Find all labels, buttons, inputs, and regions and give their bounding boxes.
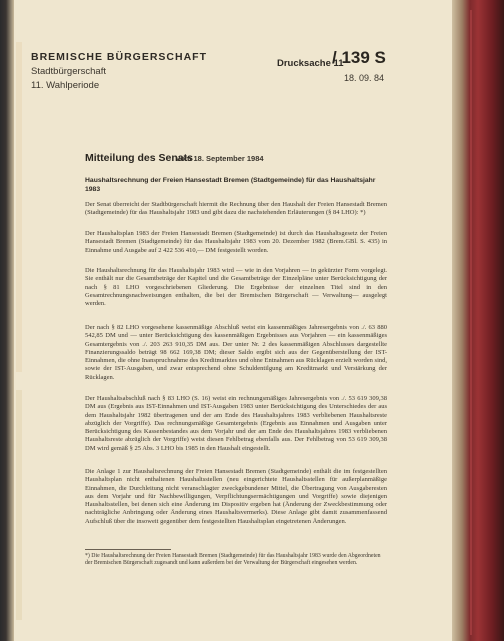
document-date: 18. 09. 84: [344, 73, 385, 83]
notice-title: Mitteilung des Senats: [85, 152, 193, 164]
paragraph: Der Senat überreicht der Stadtbürgerschaft hiermit die Rechnung über den Haushalt der Freien Hansestadt Bremen (Stadtgemeinde) für das Haushaltsjahr 1983 und gibt dazu die nachstehenden Erläuterungen (§ 84 LHO): *): [85, 201, 387, 217]
legislative-period: 11. Wahlperiode: [31, 80, 100, 91]
book-binding: [452, 0, 504, 641]
chamber-name: Stadtbürgerschaft: [31, 66, 106, 77]
document-heading: Haushaltsrechnung der Freien Hansestadt Bremen (Stadtgemeinde) für das Haushaltsjahr 1983: [85, 177, 376, 194]
notice-date: vom 18. September 1984: [176, 154, 264, 163]
footnote: *) Die Haushaltsrechnung der Freien Hansestadt Bremen (Stadtgemeinde) für das Haushaltsjahr 1983 wurde den Abgeordneten der Bremischen Bürgerschaft zugesandt und kann außerdem bei der Verwaltung der Bürgerschaft eingesehen werden.: [85, 553, 381, 567]
drucksache-label: Drucksache 11: [277, 58, 344, 69]
margin-tape-lower: [16, 390, 22, 620]
footnote-divider: [85, 549, 171, 550]
paragraph: Der Haushaltsplan 1983 der Freien Hansestadt Bremen (Stadtgemeinde) ist durch das Haushaltsgesetz der Freien Hansestadt Bremen (Stadtgemeinde) für das Haushaltsjahr 1983 vom 20. Dezember 1982 (Brem.GBl. S. 435) in Einnahme und Ausgabe auf 2 422 536 410,— DM festgestellt worden.: [85, 230, 387, 254]
organization-name: BREMISCHE BÜRGERSCHAFT: [31, 51, 208, 63]
paragraph: Die Haushaltsrechnung für das Haushaltsjahr 1983 wird — wie in den Vorjahren — in gekürzter Form vorgelegt. Sie enthält nur die Gesamtbeträge der Kapitel und die Gesamtbeträge der Einzelpläne unter Berücksichtigung der nach § 81 LHO vorgeschriebenen Gliederung. Die Ergebnisse der einzelnen Titel sind in den Gesamtrechnungsnachweisungen enthalten, die bei der Bremischen Bürgerschaft — Verwaltung— ausgelegt werden.: [85, 267, 387, 308]
binding-edge-line: [470, 10, 472, 635]
drucksache-number: / 139 S: [332, 48, 386, 67]
margin-tape: [16, 42, 22, 372]
document-page: [14, 0, 452, 641]
paragraph: Der nach § 82 LHO vorgesehene kassenmäßige Abschluß weist ein kassenmäßiges Jahresergebnis von ./. 63 880 542,85 DM und — unter Berücksichtigung des kassenmäßigen Ergebnisses aus Vorjahren — ein kassenmäßiges Gesamtergebnis von ./. 203 263 910,35 DM aus. Der unter Nr. 2 des kassenmäßigen Abschlusses dargestellte Finanzierungssaldo beträgt 98 662 169,38 DM; dieser Saldo ergibt sich aus der Gegenüberstellung der IST-Einnahmen, die ohne Inanspruchnahme des Kreditmarktes und ohne Entnahmen aus Rücklagen erzielt worden sind, sowie der IST-Ausgaben, und zwar entsprechend ohne Schuldentilgung am Kreditmarkt und Verstärkung der Rücklagen.: [85, 324, 387, 381]
paragraph: Die Anlage 1 zur Haushaltsrechnung der Freien Hansestadt Bremen (Stadtgemeinde) enthält die im festgestellten Haushaltsplan nicht enthaltenen Haushaltsstellen (neu eingerichtete Haushaltsstellen für außerplanmäßige Einnahmen, die Durchleitung nicht veranschlagter zweckgebundener Mittel, die Übertragung von Ausgaberesten aus dem Vorjahr und für Nachbewilligungen, Verpflichtungsermächtigungen und Vorgriffe) sowie diejenigen Haushaltsstellen, bei denen sich eine Änderung im Dispositiv ergeben hat (Änderung der Zweckbestimmung oder nachträgliche Anbringung oder Änderung eines Haushaltsvermerks). Diese Anlage gibt damit zusammenfassend Aufschluß über die insoweit gegenüber dem festgestellten Haushaltsplan eingetretenen Änderungen.: [85, 468, 387, 525]
paragraph: Der Haushaltsabschluß nach § 83 LHO (S. 16) weist ein rechnungsmäßiges Jahresergebnis von ./. 53 619 309,38 DM aus (Ergebnis aus IST-Einnahmen und IST-Ausgaben 1983 unter Berücksichtigung des Unterschiedes der aus dem Haushaltsjahr 1982 übertragenen und der am Ende des Haushaltsjahres 1983 verbliebenen Haushaltsreste abzüglich der Vorgriffe). Das rechnungsmäßige Gesamtergebnis (Ergebnis aus Einnahmen und Ausgaben unter Berücksichtigung des Kassenbestandes aus dem Vorjahr und der am Ende des Haushaltsjahres 1983 verbliebenen Haushaltsreste abzüglich der Vorgriffe) weist diesen Fehlbetrag ebenfalls aus. Der Fehlbetrag von 53 619 309,38 DM wird gemäß § 25 Abs. 3 LHO bis 1985 in den Haushalt eingestellt.: [85, 395, 387, 452]
